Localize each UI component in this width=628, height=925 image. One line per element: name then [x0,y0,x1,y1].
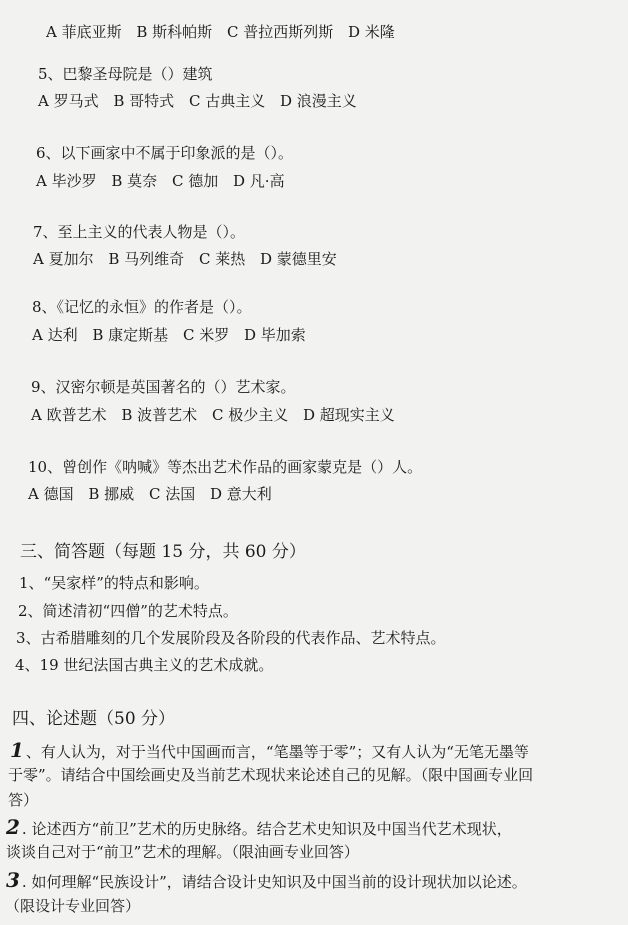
q8-option-c: C 米罗 [182,326,230,344]
q8-stem: 8、《记忆的永恒》的作者是（）。 [32,298,252,316]
q5-option-c: C 古典主义 [188,92,266,110]
q5-stem: 5、巴黎圣母院是（）建筑 [38,65,213,83]
q10-option-a: A 德国 [28,485,74,503]
q8-option-b: B 康定斯基 [92,326,169,344]
essay-q3-text1: . 如何理解“民族设计”，请结合设计史知识及中国当前的设计现状加以论述。 [21,873,527,891]
q10-option-d: D 意大利 [210,485,272,503]
q4-option-a: A 菲底亚斯 [46,23,122,41]
q10-option-b: B 挪威 [88,485,135,503]
q9-option-c: C 极少主义 [211,406,289,424]
q10-options [28,484,272,504]
q4-option-c: C 普拉西斯列斯 [226,23,334,41]
q9-option-d: D 超现实主义 [303,406,395,424]
essay-q2-text1: . 论述西方“前卫”艺术的历史脉络。结合艺术史知识及中国当代艺术现状， [21,820,512,838]
section3-item-4: 4、19 世纪法国古典主义的艺术成就。 [15,656,274,674]
section3-title: 三、简答题（每题 15 分，共 60 分） [20,542,306,562]
q6-option-c: C 德加 [171,172,219,190]
q7-option-c: C 莱热 [198,250,246,268]
essay-q1-text1: 、有人认为，对于当代中国画而言，“笔墨等于零”；又有人认为“无笔无墨等 [25,743,529,761]
q5-options [38,91,357,111]
essay-q3-number: 3 [6,868,20,892]
essay-q3-line1 [6,870,527,892]
essay-q1-line1 [10,740,529,762]
q5-option-a: A 罗马式 [38,92,99,110]
essay-q2-line2: 谈谈自己对于“前卫”艺术的理解。（限油画专业回答） [6,843,359,861]
q9-option-b: B 波普艺术 [121,406,198,424]
q6-option-d: D 凡·高 [233,172,285,190]
q6-option-a: A 毕沙罗 [36,172,97,190]
q8-options [32,325,306,345]
q7-option-d: D 蒙德里安 [260,250,337,268]
essay-q1-line2: 于零”。请结合中国绘画史及当前艺术现状来论述自己的见解。（限中国画专业回 [8,766,534,784]
q6-options [36,171,285,191]
q5-option-b: B 哥特式 [113,92,175,110]
section3-item-1: 1、“吴家样”的特点和影响。 [19,574,209,592]
q4-option-b: B 斯科帕斯 [136,23,213,41]
q10-option-c: C 法国 [148,485,196,503]
essay-q1-number: 1 [10,738,24,762]
essay-q2-number: 2 [6,815,20,839]
section3-item-3: 3、古希腊雕刻的几个发展阶段及各阶段的代表作品、艺术特点。 [16,629,446,647]
q4-options [46,22,395,42]
q8-option-d: D 毕加索 [244,326,306,344]
q7-option-b: B 马列维奇 [108,250,185,268]
section3-item-2: 2、简述清初“四僧”的艺术特点。 [18,602,238,620]
essay-q2-line1 [6,817,512,839]
q6-option-b: B 莫奈 [111,172,158,190]
q8-option-a: A 达利 [32,326,78,344]
q6-stem: 6、以下画家中不属于印象派的是（）。 [36,144,294,162]
q7-option-a: A 夏加尔 [33,250,94,268]
essay-q1-line3: 答） [8,791,39,809]
q7-stem: 7、至上主义的代表人物是（）。 [33,223,246,241]
q4-option-d: D 米隆 [348,23,395,41]
q7-options [33,249,337,269]
q9-options [31,405,395,425]
q9-stem: 9、汉密尔顿是英国著名的（）艺术家。 [31,378,296,396]
section4-title: 四、论述题（50 分） [12,709,176,729]
q5-option-d: D 浪漫主义 [280,92,357,110]
q10-stem: 10、曾创作《呐喊》等杰出艺术作品的画家蒙克是（）人。 [28,458,423,476]
q9-option-a: A 欧普艺术 [31,406,107,424]
essay-q3-line2: （限设计专业回答） [5,897,141,915]
